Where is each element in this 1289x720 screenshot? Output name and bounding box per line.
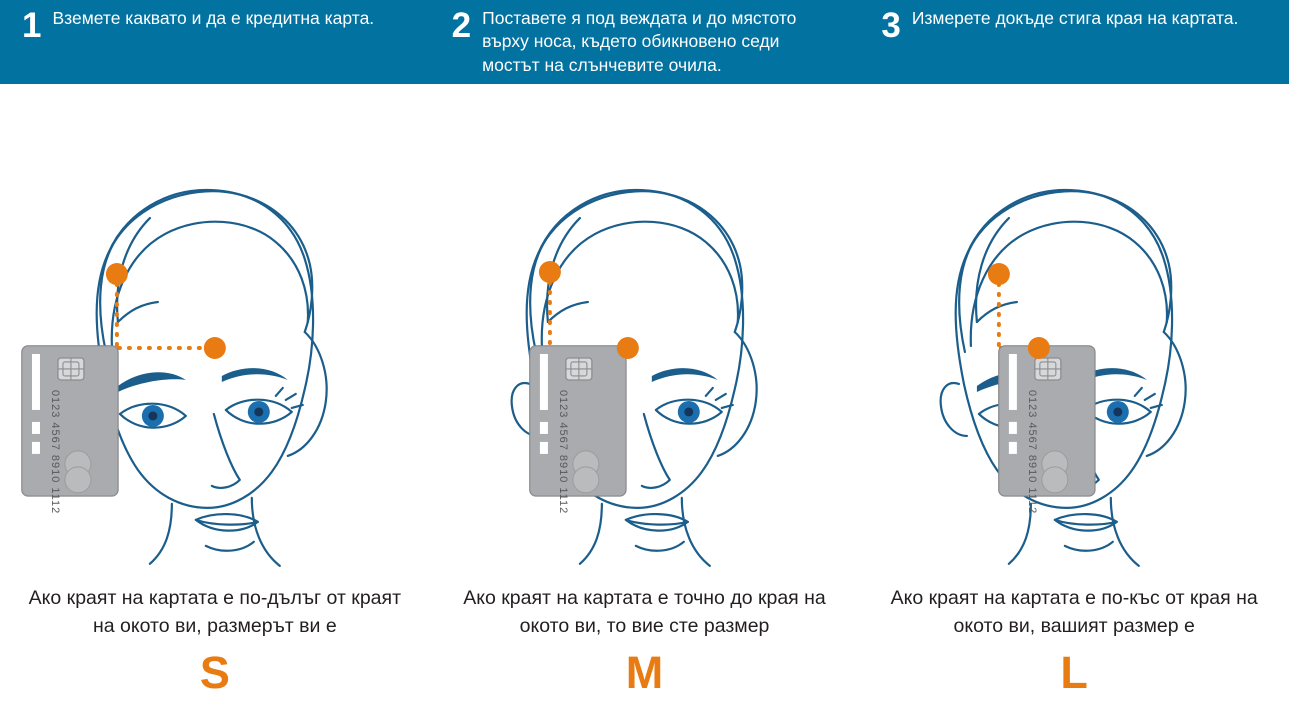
panel-size-m <box>430 84 860 720</box>
size-letter-m: M <box>625 647 664 698</box>
step-2 <box>430 0 860 84</box>
size-panels <box>0 84 1289 720</box>
illustration-size-s <box>0 84 430 584</box>
measure-dot-top-m <box>539 261 561 283</box>
step-1 <box>0 0 430 84</box>
illustration-size-m <box>430 84 860 584</box>
panel-size-s <box>0 84 430 720</box>
measure-dot-end-m <box>617 337 639 359</box>
step-2-number: 2 <box>451 6 472 45</box>
step-2-text: Поставете я под веждата и до мястото върху носа, където обикновено седи мостът на слънчевите очила. <box>482 8 797 75</box>
size-letter-s: S <box>199 647 230 698</box>
step-3-number: 3 <box>881 6 901 45</box>
panel-size-l <box>859 84 1289 720</box>
caption-size-m: Ако краят на картата е точно до края на окото ви, то вие сте размер <box>463 587 826 638</box>
measure-dot-end-s <box>204 337 226 359</box>
illustration-size-l <box>859 84 1289 584</box>
measure-dot-end-l <box>1028 337 1050 359</box>
card-number-m: 0123 4567 8910 1112 <box>556 389 569 515</box>
instruction-header <box>0 0 1289 84</box>
size-letter-l: L <box>1060 647 1088 698</box>
card-number-l: 0123 4567 8910 1112 <box>1026 389 1039 515</box>
step-3-text: Измерете докъде стига края на картата. <box>911 8 1239 28</box>
card-number-s: 0123 4567 8910 1112 <box>48 389 61 515</box>
caption-size-s: Ако краят на картата е по-дълъг от краят на окото ви, размерът ви е <box>28 587 402 638</box>
measure-dot-top-s <box>106 263 128 285</box>
step-3 <box>859 0 1289 84</box>
step-1-text: Вземете каквато и да е кредитна карта. <box>52 8 375 28</box>
measure-dot-top-l <box>988 263 1010 285</box>
step-1-number: 1 <box>22 6 42 45</box>
caption-size-l: Ако краят на картата е по-къс от края на окото ви, вашият размер е <box>890 587 1258 638</box>
